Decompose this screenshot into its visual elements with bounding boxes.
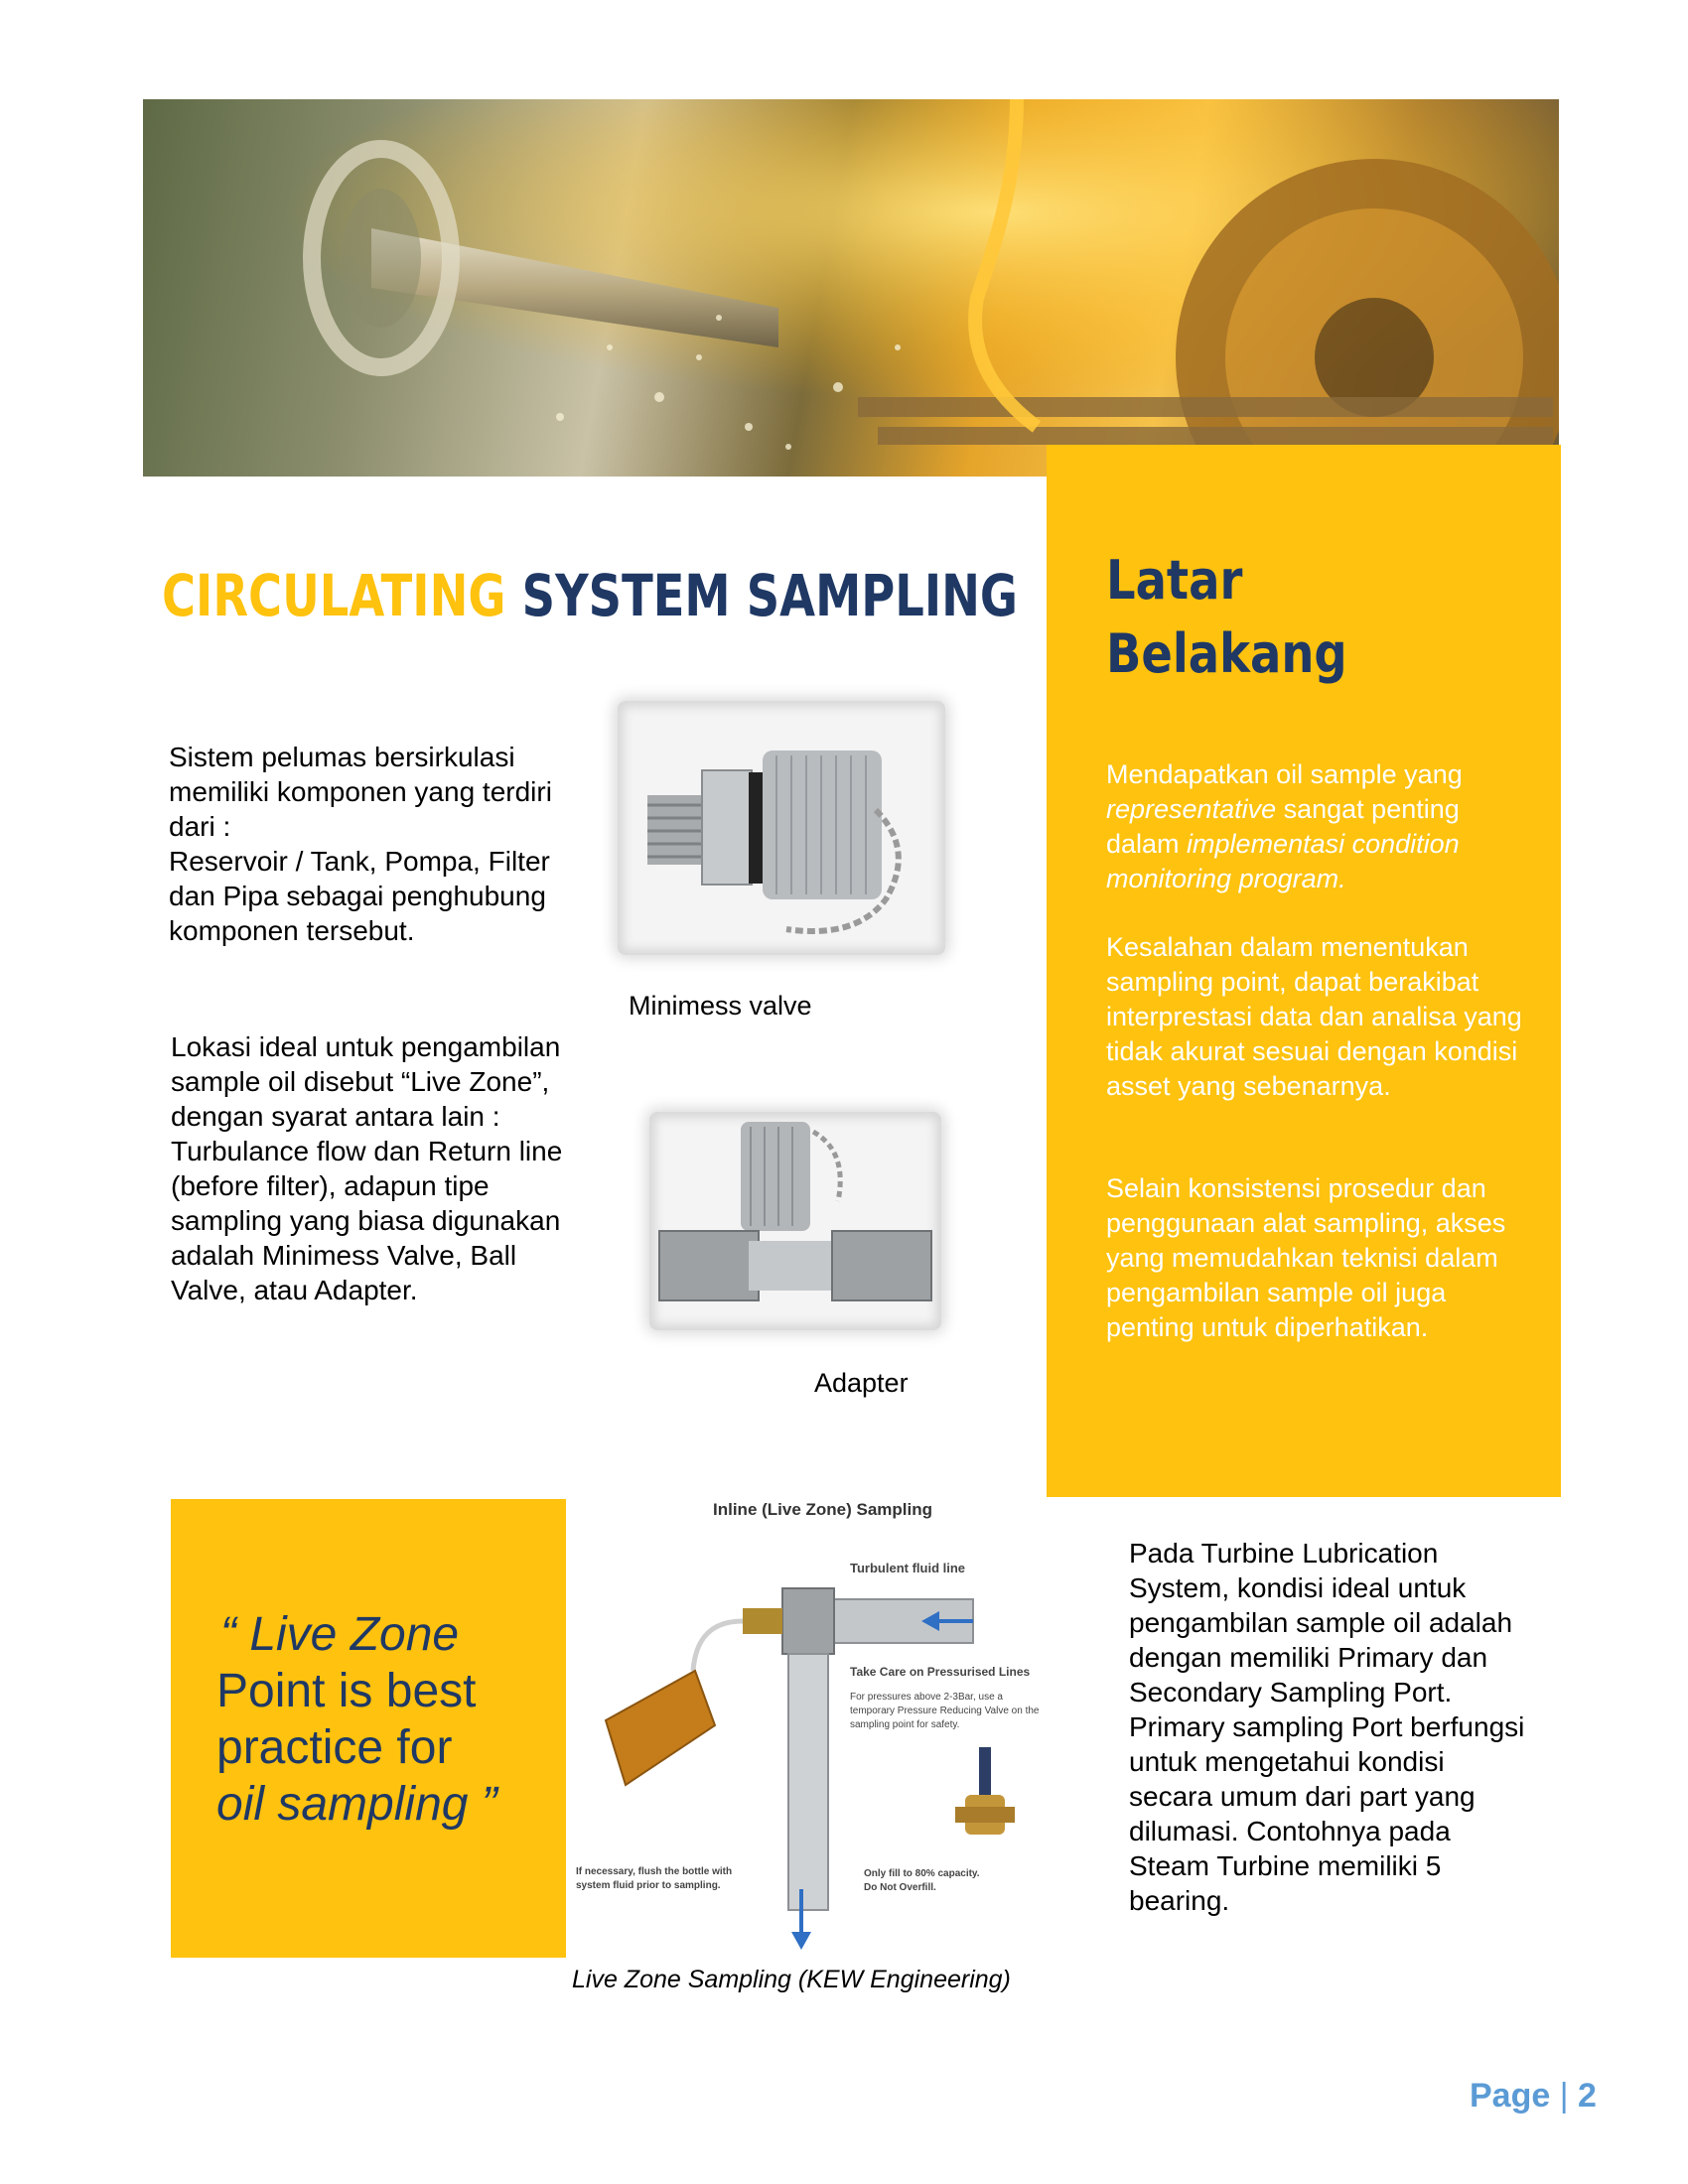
- intro-paragraph: [169, 740, 586, 948]
- vertical-pipe: [788, 1654, 828, 1910]
- side-title-line2: Belakang: [1106, 622, 1347, 685]
- turbine-paragraph: Pada Turbine Lubrication System, kondisi ideal untuk pengambilan sample oil adalah dengan memiliki Primary dan Secondary Sampling Port. Primary sampling Port berfungsi untuk mengetahui kondisi secara umum dari part yang dilumasi. Contohnya pada Steam Turbine memiliki 5 bearing.: [1129, 1538, 1525, 1916]
- quote-line-1: “ Live Zone: [220, 1608, 460, 1661]
- quote-line-4: oil sampling ”: [216, 1778, 497, 1831]
- diagram-caption: Live Zone Sampling (KEW Engineering): [572, 1966, 1011, 1993]
- diagram-title: Inline (Live Zone) Sampling: [713, 1500, 933, 1519]
- title-rest: SYSTEM SAMPLING: [521, 562, 1019, 629]
- care-body-2: temporary Pressure Reducing Valve on the: [850, 1706, 1040, 1716]
- minimess-valve-illustration: [618, 701, 945, 955]
- flush-note-2: system fluid prior to sampling.: [576, 1880, 721, 1891]
- side-paragraph-1: [1106, 757, 1523, 896]
- quote-line-3: practice for: [216, 1721, 453, 1774]
- live-zone-diagram: [566, 1497, 1043, 1958]
- fill-note-2: Do Not Overfill.: [864, 1882, 936, 1893]
- minimess-valve-image: [618, 701, 945, 955]
- sample-bottle-icon: [606, 1671, 715, 1785]
- tee-fitting: [782, 1588, 834, 1654]
- side-p1-text-c: sangat penting dalam: [1106, 794, 1460, 859]
- sampling-nipple: [743, 1608, 782, 1634]
- page-separator: |: [1559, 2077, 1569, 2115]
- diagram-turbulent-label: Turbulent fluid line: [850, 1561, 966, 1575]
- care-body-1: For pressures above 2-3Bar, use a: [850, 1692, 1003, 1703]
- page-number-value: 2: [1578, 2077, 1597, 2115]
- adapter-illustration: [649, 1112, 941, 1330]
- side-paragraph-3: Selain konsistensi prosedur dan penggunaan alat sampling, akses yang memudahkan teknisi dalam pengambilan sample oil juga penting untuk diperhatikan.: [1106, 1173, 1506, 1342]
- hero-image-gears-oil: [143, 99, 1559, 477]
- sampling-tube: [693, 1621, 743, 1671]
- main-title: [162, 564, 1018, 627]
- hero-illustration: [143, 99, 1559, 477]
- quote-line-2: Point is best: [216, 1665, 477, 1717]
- care-title: Take Care on Pressurised Lines: [850, 1665, 1031, 1679]
- minimess-caption: Minimess valve: [629, 991, 812, 1021]
- page-number: [1470, 2077, 1597, 2116]
- pressure-reducing-valve-icon: [955, 1747, 1015, 1835]
- live-zone-paragraph: Lokasi ideal untuk pengambilan sample oil disebut “Live Zone”, dengan syarat antara lain : Turbulance flow dan Return line (before filter), adapun tipe sampling yang biasa digunakan adalah Minimess Valve, Ball Valve, atau Adapter.: [171, 1031, 563, 1305]
- diagram-svg: [566, 1497, 1043, 1958]
- side-paragraph-2: Kesalahan dalam menentukan sampling point, dapat berakibat interprestasi data dan analisa yang tidak akurat sesuai dengan kondisi asset yang sebenarnya.: [1106, 932, 1522, 1101]
- adapter-caption: Adapter: [814, 1368, 909, 1398]
- title-highlight: CIRCULATING: [162, 562, 506, 629]
- care-body-3: sampling point for safety.: [850, 1719, 960, 1730]
- side-title-line1: Latar: [1106, 549, 1243, 612]
- fill-note-1: Only fill to 80% capacity.: [864, 1868, 980, 1879]
- flush-note-1: If necessary, flush the bottle with: [576, 1866, 733, 1877]
- side-p1-italic-d: implementasi condition monitoring program.: [1106, 829, 1460, 893]
- intro-line-a: Sistem pelumas bersirkulasi memiliki komponen yang terdiri dari :: [169, 742, 552, 842]
- intro-line-b: Reservoir / Tank, Pompa, Filter dan Pipa sebagai penghubung komponen tersebut.: [169, 846, 550, 946]
- side-p1-text-a: Mendapatkan oil sample yang: [1106, 759, 1463, 789]
- side-p1-italic-b: representative: [1106, 794, 1277, 824]
- page-label: Page: [1470, 2077, 1551, 2115]
- adapter-image: [649, 1112, 941, 1330]
- side-panel-title: [1106, 544, 1465, 691]
